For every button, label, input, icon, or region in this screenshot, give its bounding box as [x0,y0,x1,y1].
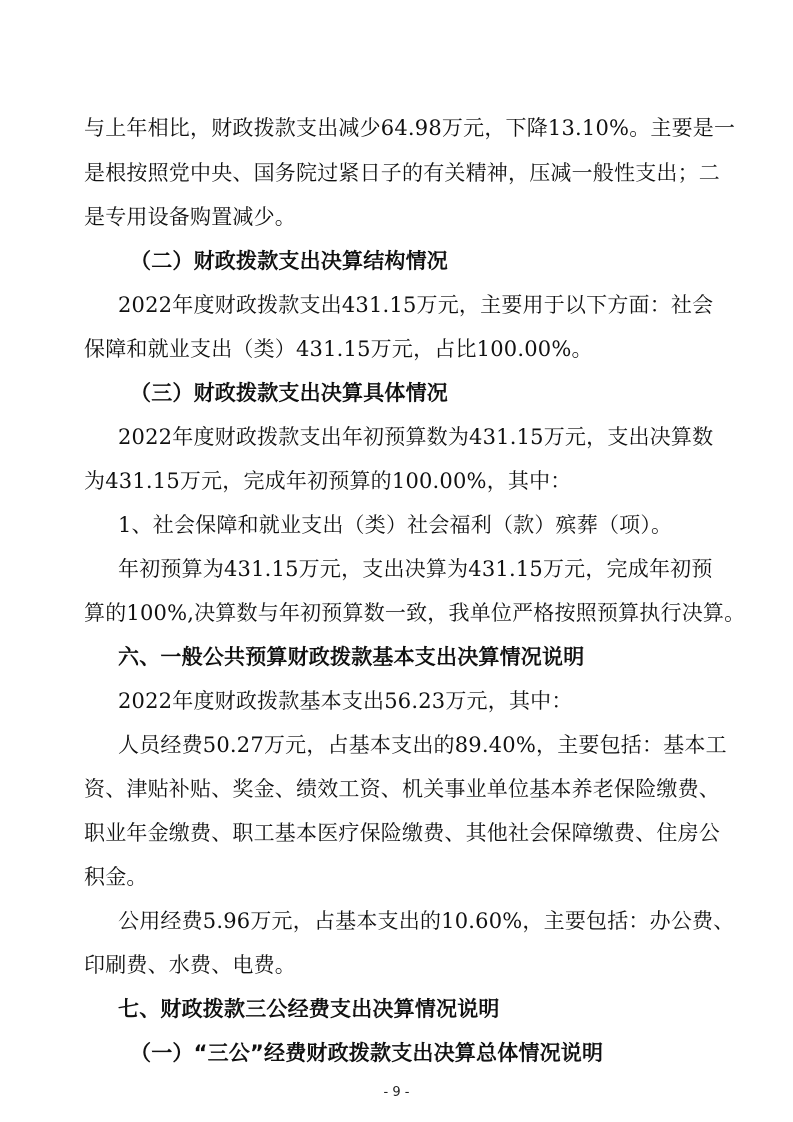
body-text-line: 人员经费50.27万元，占基本支出的89.40%，主要包括：基本工 [118,733,727,757]
section-heading-seven: 七、财政拨款三公经费支出决算情况说明 [118,997,500,1021]
body-text-line: 2022年度财政拨款基本支出56.23万元，其中： [118,689,573,713]
body-text-line: 2022年度财政拨款支出431.15万元，主要用于以下方面：社会 [118,293,714,317]
body-text-line: 公用经费5.96万元，占基本支出的10.60%，主要包括：办公费、 [118,909,735,933]
body-text-line: 算的100%,决算数与年初预算数一致，我单位严格按照预算执行决算。 [84,601,746,625]
body-text-line: 职业年金缴费、职工基本医疗保险缴费、其他社会保障缴费、住房公 [84,821,720,845]
body-text-line: 1、社会保障和就业支出（类）社会福利（款）殡葬（项）。 [118,513,673,537]
body-text-line: 印刷费、水费、电费。 [84,953,296,977]
body-text-line: 资、津贴补贴、奖金、绩效工资、机关事业单位基本养老保险缴费、 [84,777,720,801]
section-heading-3: （三）财政拨款支出决算具体情况 [130,381,448,405]
body-text-line: 为431.15万元，完成年初预算的100.00%，其中： [84,469,572,493]
section-heading-2: （二）财政拨款支出决算结构情况 [130,249,448,273]
body-text-line: 是专用设备购置减少。 [84,205,296,229]
body-text-line: 积金。 [84,865,148,889]
body-text-line: 是根按照党中央、国务院过紧日子的有关精神，压减一般性支出；二 [84,161,720,185]
section-heading-sanGong: （一）“三公”经费财政拨款支出决算总体情况说明 [130,1041,604,1065]
body-text-line: 年初预算为431.15万元，支出决算为431.15万元，完成年初预 [118,557,713,581]
section-heading-six: 六、一般公共预算财政拨款基本支出决算情况说明 [118,645,585,669]
body-text-line: 保障和就业支出（类）431.15万元，占比100.00%。 [84,337,593,361]
page-number: - 9 - [383,1085,410,1100]
body-text-line: 与上年相比，财政拨款支出减少64.98万元，下降13.10%。主要是一 [84,116,736,140]
body-text-line: 2022年度财政拨款支出年初预算数为431.15万元，支出决算数 [118,425,714,449]
